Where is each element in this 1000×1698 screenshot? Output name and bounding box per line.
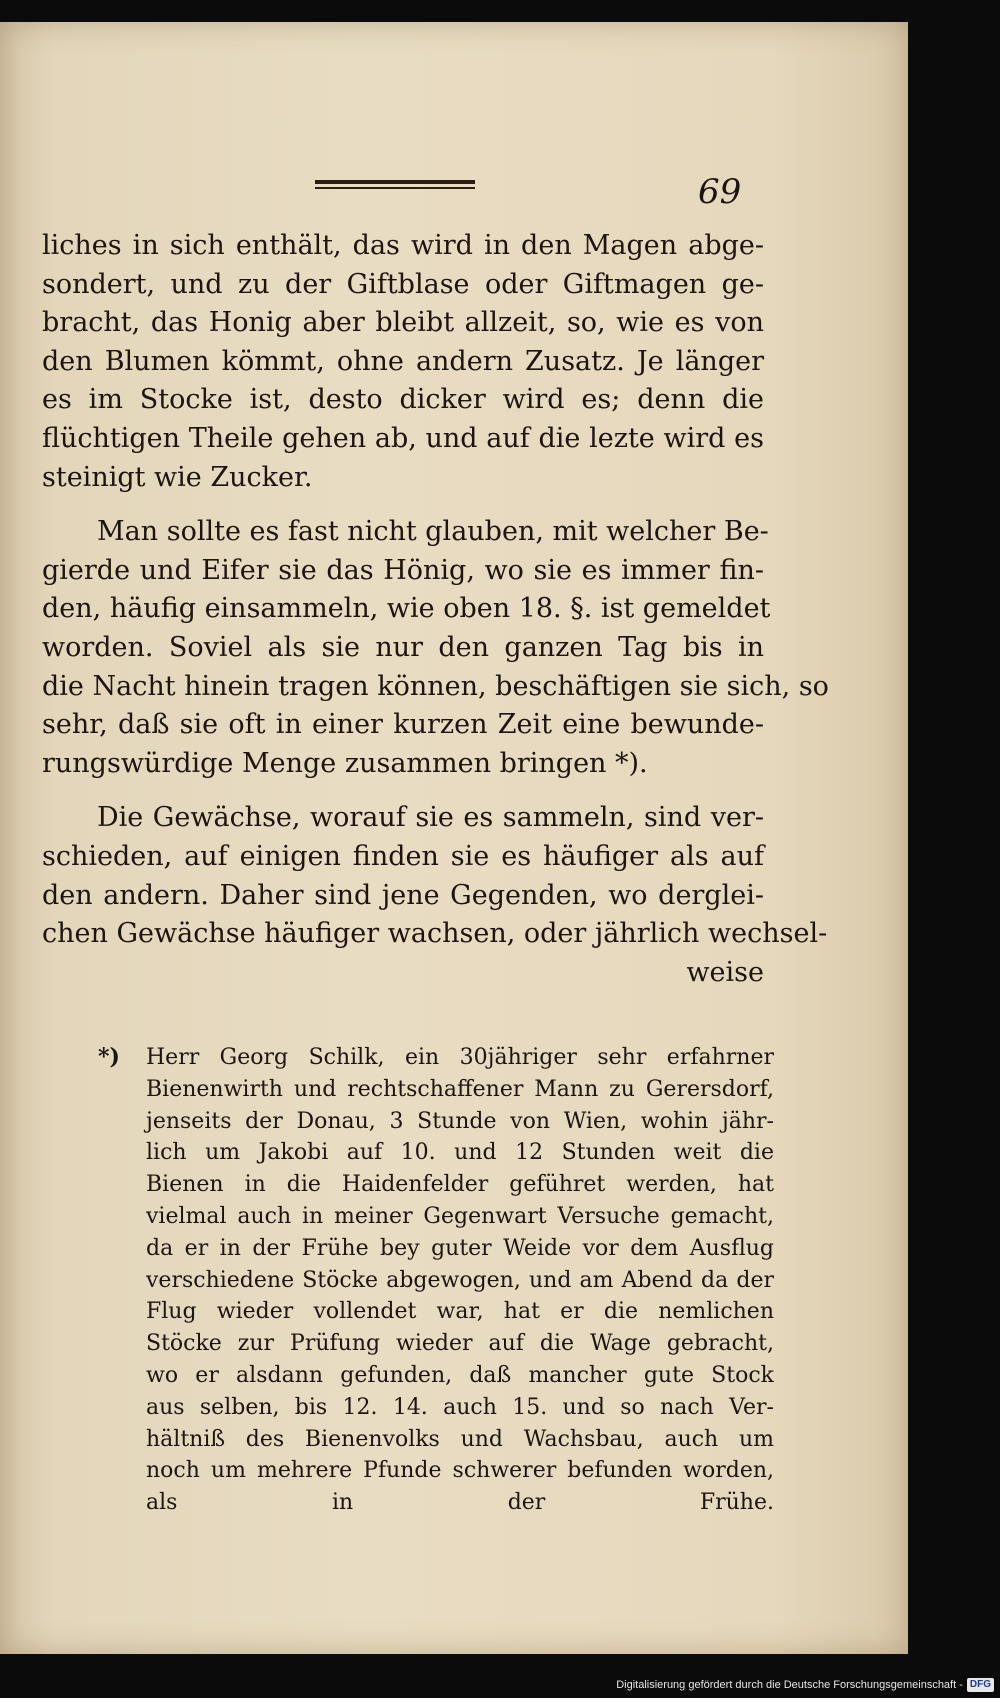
text-line: sehr, daß sie oft in einer kurzen Zeit eine bewunde- — [42, 709, 764, 741]
text-line: steinigt wie Zucker. — [42, 461, 313, 493]
footnote-line: Flug wieder vollendet war, hat er die nemlichen — [146, 1299, 774, 1325]
footnote-line: da er in der Frühe bey guter Weide vor dem Ausflug — [146, 1235, 774, 1261]
footnote-line: hältniß des Bienenvolks und Wachsbau, auch um — [146, 1426, 774, 1452]
text-line: es im Stocke ist, desto dicker wird es; denn die — [42, 384, 764, 416]
book-page — [0, 22, 908, 1654]
paragraph — [42, 513, 829, 783]
header-ornament-rule — [315, 180, 475, 190]
dfg-logo: DFG — [967, 1678, 994, 1692]
footnote-line: noch um mehrere Pfunde schwerer befunden worden, — [146, 1458, 774, 1484]
footnote-body — [146, 1042, 774, 1519]
text-line: liches in sich enthält, das wird in den Magen abge- — [42, 230, 764, 261]
text-line: Die Gewächse, worauf sie es sammeln, sind ver- — [97, 802, 764, 834]
credit-text: Digitalisierung gefördert durch die Deutsche Forschungsgemeinschaft - — [616, 1679, 963, 1691]
text-line: sondert, und zu der Giftblase oder Giftmagen ge- — [42, 268, 764, 300]
footnote-line: Stöcke zur Prüfung wieder auf die Wage gebracht, — [146, 1331, 774, 1357]
text-line: den, häufig einsammeln, wie oben 18. §. ist gemeldet — [42, 593, 771, 625]
footnote-line: lich um Jakobi auf 10. und 12 Stunden weit die — [146, 1140, 774, 1166]
footnote-line: verschiedene Stöcke abgewogen, und am Abend da der — [146, 1267, 774, 1293]
paragraph — [42, 227, 764, 497]
paragraph — [42, 799, 828, 992]
page-number: 69 — [698, 172, 742, 212]
page-header — [0, 172, 908, 212]
main-text — [42, 227, 829, 1008]
digitization-credit — [616, 1676, 994, 1694]
footnote-line: wo er alsdann gefunden, daß mancher gute Stock — [146, 1362, 774, 1388]
text-line: den Blumen kömmt, ohne andern Zusatz. Je länger — [42, 345, 764, 377]
catchword: weise — [686, 956, 764, 988]
footnote-line: als in der Frühe. — [146, 1490, 774, 1516]
text-line: Man sollte es fast nicht glauben, mit welcher Be- — [97, 516, 769, 548]
footnote-line: jenseits der Donau, 3 Stunde von Wien, wohin jähr- — [146, 1108, 774, 1134]
footnote-line: Herr Georg Schilk, ein 30jähriger sehr erfahrner — [146, 1045, 774, 1070]
footnote-line: aus selben, bis 12. 14. auch 15. und so nach Ver- — [146, 1394, 774, 1420]
text-line: gierde und Eifer sie das Hönig, wo sie es immer fin- — [42, 554, 764, 586]
text-line: flüchtigen Theile gehen ab, und auf die lezte wird es — [42, 422, 764, 454]
text-line: den andern. Daher sind jene Gegenden, wo derglei- — [42, 879, 764, 911]
text-line: chen Gewächse häufiger wachsen, oder jährlich wechsel- — [42, 918, 828, 950]
text-line: bracht, das Honig aber bleibt allzeit, so, wie es von — [42, 307, 764, 339]
footnote-line: vielmal auch in meiner Gegenwart Versuche gemacht, — [146, 1203, 774, 1229]
footnote-line: Bienenwirth und rechtschaffener Mann zu Gerersdorf, — [146, 1076, 774, 1102]
text-line: schieden, auf einigen finden sie es häufiger als auf — [42, 840, 764, 872]
footnote-line: Bienen in die Haidenfelder geführet werden, hat — [146, 1172, 774, 1198]
footnote-marker: *) — [98, 1044, 120, 1070]
text-line: die Nacht hinein tragen können, beschäftigen sie sich, so — [42, 670, 829, 702]
text-line: worden. Soviel als sie nur den ganzen Tag bis in — [42, 631, 764, 663]
text-line: rungswürdige Menge zusammen bringen *). — [42, 747, 648, 779]
